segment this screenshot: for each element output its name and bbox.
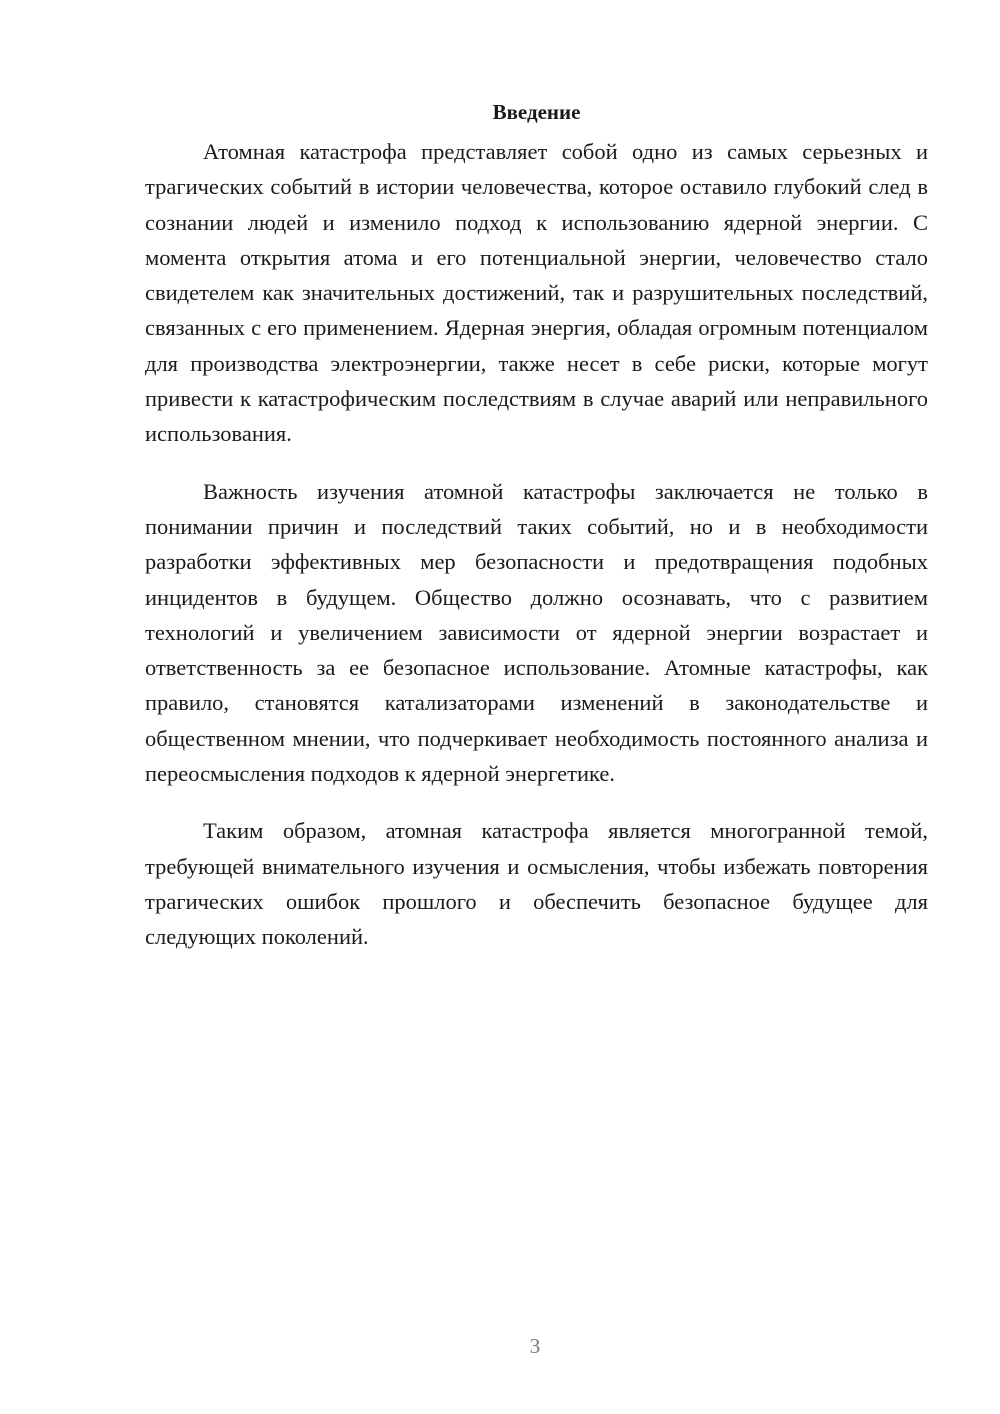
page-content	[145, 98, 928, 955]
paragraph-1: Атомная катастрофа представляет собой одно из самых серьезных и трагических событий в истории человечества, которое оставило глубокий след в сознании людей и изменило подход к использованию ядерной энергии. С момента открытия атома и его потенциальной энергии, человечество стало свидетелем как значительных достижений, так и разрушительных последствий, связанных с его применением. Ядерная энергия, обладая огромным потенциалом для производства электроэнергии, также несет в себе риски, которые могут привести к катастрофическим последствиям в случае аварий или неправильного использования.	[145, 139, 928, 447]
paragraph-3: Таким образом, атомная катастрофа является многогранной темой, требующей внимательного изучения и осмысления, чтобы избежать повторения трагических ошибок прошлого и обеспечить безопасное будущее для следующих поколений.	[145, 818, 928, 950]
page-number: 3	[529, 1334, 541, 1358]
paragraph-2: Важность изучения атомной катастрофы заключается не только в понимании причин и последствий таких событий, но и в необходимости разработки эффективных мер безопасности и предотвращения подобных инцидентов в будущем. Общество должно осознавать, что с развитием технологий и увеличением зависимости от ядерной энергии возрастает и ответственность за ее безопасное использование. Атомные катастрофы, как правило, становятся катализаторами изменений в законодательстве и общественном мнении, что подчеркивает необходимость постоянного анализа и переосмысления подходов к ядерной энергетике.	[145, 478, 928, 787]
section-heading: Введение	[492, 100, 581, 124]
